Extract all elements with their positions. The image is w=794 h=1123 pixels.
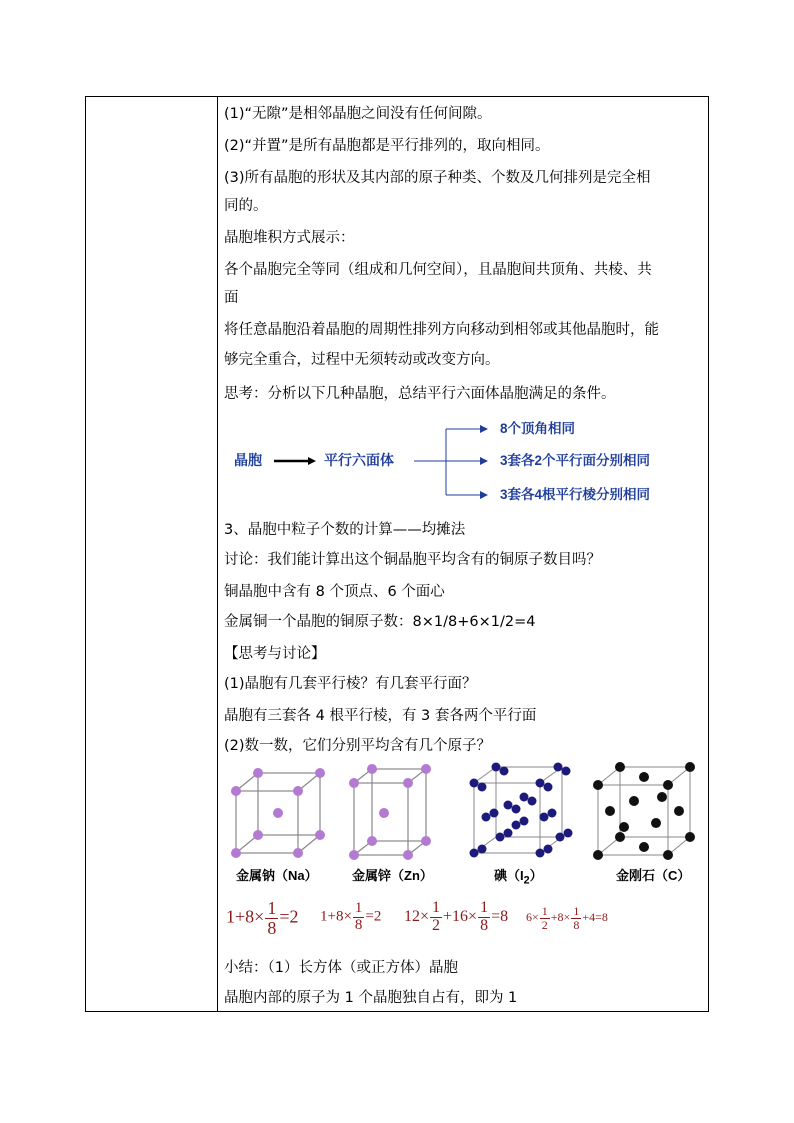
parallelepiped-diagram	[224, 417, 704, 507]
text-line: 面	[224, 290, 239, 306]
text-line: 讨论：我们能计算出这个铜晶胞平均含有的铜原子数目吗？	[224, 552, 601, 568]
text-line: 3、晶胞中粒子个数的计算——均摊法	[224, 522, 466, 538]
branch-label: 3套各2个平行面分别相同	[500, 453, 651, 468]
text-line: (1)晶胞有几套平行棱？有几套平行面？	[224, 676, 477, 692]
formula-sodium: 1+8× $\frac{1}{8}$ =2	[226, 898, 299, 938]
formula-iodine: 12× $\frac{1}{2}$ +16× $\frac{1}{8}$ =8	[404, 899, 509, 934]
formula-row	[224, 897, 704, 945]
text-line: 将任意晶胞沿着晶胞的周期性排列方向移动到相邻或其他晶胞时，能	[224, 322, 659, 338]
caption-sodium: 金属钠（Na）	[236, 868, 318, 883]
column-divider	[217, 97, 218, 1011]
caption-diamond: 金刚石（C）	[616, 868, 691, 883]
sodium-atoms	[231, 768, 325, 858]
branch-arrow-head	[480, 491, 488, 499]
zinc-atoms	[349, 764, 431, 860]
text-line: (1)“无隙”是相邻晶胞之间没有任何间隙。	[224, 106, 492, 122]
text-line: 小结：（1）长方体（或正方体）晶胞	[224, 960, 458, 976]
content-table	[85, 96, 709, 1012]
crystal-cells-svg	[224, 761, 704, 861]
text-line: 晶胞堆积方式展示：	[224, 230, 355, 246]
branch-arrow-head	[480, 425, 488, 433]
formula-zinc: 1+8× $\frac{1}{8}$ =2	[320, 900, 382, 933]
caption-zinc: 金属锌（Zn）	[352, 868, 433, 883]
text-line: (3)所有晶胞的形状及其内部的原子种类、个数及几何排列是完全相	[224, 170, 651, 186]
crystal-figures	[224, 761, 704, 891]
branch-label: 8个顶角相同	[500, 421, 576, 436]
text-line: 铜晶胞中含有 8 个顶点、6 个面心	[224, 584, 445, 600]
text-line: (2)“并置”是所有晶胞都是平行排列的，取向相同。	[224, 138, 550, 154]
text-line: 思考：分析以下几种晶胞，总结平行六面体晶胞满足的条件。	[224, 386, 616, 402]
text-line: 同的。	[224, 198, 268, 214]
zinc-cell	[354, 769, 426, 855]
formula-diamond: 6× $\frac{1}{2}$ +8× $\frac{1}{8}$ +4=8	[526, 904, 608, 932]
iodine-atoms	[470, 763, 573, 858]
text-line: (2)数一数，它们分别平均含有几个原子？	[224, 738, 492, 754]
branch-label: 3套各4根平行棱分别相同	[500, 487, 651, 502]
branch-arrow-head	[480, 457, 488, 465]
caption-iodine: 碘$(I_2)$	[494, 868, 543, 887]
text-line: 够完全重合，过程中无须转动或改变方向。	[224, 352, 500, 368]
text-line: 各个晶胞完全等同（组成和几何空间），且晶胞间共顶角、共棱、共	[224, 262, 652, 278]
diagram-middle: 平行六面体	[324, 452, 394, 468]
bold-arrow-head	[308, 457, 316, 465]
text-line: 晶胞内部的原子为 1 个晶胞独自占有，即为 1	[224, 990, 518, 1006]
diagram-start: 晶胞	[234, 452, 262, 468]
text-line: 【思考与讨论】	[224, 646, 326, 662]
text-line: 金属铜一个晶胞的铜原子数：8×1/8+6×1/2=4	[224, 614, 536, 630]
text-line: 晶胞有三套各 4 根平行棱，有 3 套各两个平行面	[224, 708, 537, 724]
